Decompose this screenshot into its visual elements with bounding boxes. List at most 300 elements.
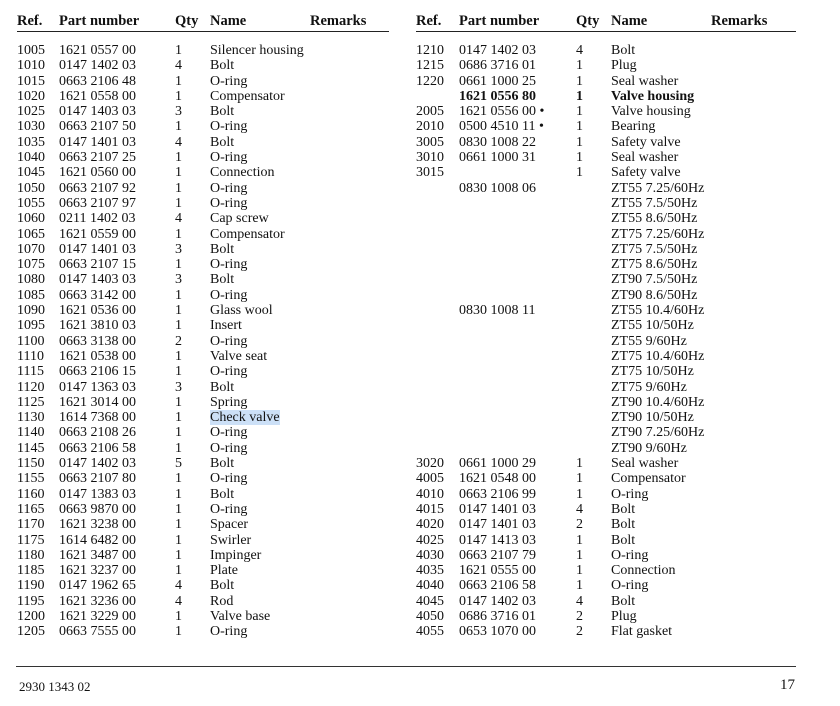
ref-cell: 1095: [17, 318, 45, 334]
ref-cell: 4035: [416, 563, 444, 579]
remarks-cell: [310, 364, 389, 379]
remarks-cell: [310, 272, 389, 287]
part-number-cell: 0663 2106 58: [59, 440, 136, 456]
qty-header: Qty: [175, 11, 210, 32]
ref-cell: [416, 227, 459, 242]
remarks-cell: [310, 487, 389, 502]
qty-cell: 1: [175, 624, 182, 640]
part-number-cell: 0147 1401 03: [59, 134, 136, 150]
part-number-cell: 0686 3716 01: [459, 58, 536, 74]
part-number-cell: [459, 272, 576, 287]
qty-cell: 4: [175, 134, 182, 150]
qty-cell: 1: [175, 150, 182, 166]
remarks-cell: [310, 609, 389, 624]
parts-column-left: [17, 11, 389, 640]
remarks-cell: [310, 563, 389, 578]
name-cell: Cap screw: [210, 211, 269, 227]
parts-table-left: [17, 11, 389, 640]
part-number-cell: [459, 288, 576, 303]
ref-cell: 1020: [17, 88, 45, 104]
ref-cell: 1170: [17, 517, 45, 533]
ref-cell: 1155: [17, 471, 45, 487]
ref-cell: 1050: [17, 180, 45, 196]
table-row: [17, 456, 389, 471]
qty-cell: 1: [175, 471, 182, 487]
name-cell: Bolt: [210, 241, 235, 257]
qty-cell: 4: [175, 58, 182, 74]
qty-cell: 1: [175, 532, 182, 548]
part-number-cell: 1621 0555 00: [459, 563, 536, 579]
ref-cell: 1210: [416, 43, 444, 58]
ref-header: Ref.: [416, 11, 459, 32]
name-cell: Safety valve: [611, 134, 681, 150]
qty-cell: 1: [576, 547, 583, 563]
part-number-cell: 0500 4510 11 •: [459, 119, 544, 135]
name-cell: Plug: [611, 608, 637, 624]
qty-cell: [576, 288, 611, 303]
ref-cell: 1205: [17, 624, 45, 640]
part-number-cell: [459, 196, 576, 211]
part-number-cell: 0830 1008 11: [459, 303, 536, 319]
name-cell: O-ring: [210, 180, 248, 196]
remarks-cell: [310, 196, 389, 211]
ref-cell: 1160: [17, 486, 45, 502]
name-cell: Bolt: [210, 486, 235, 502]
table-row: [17, 272, 389, 287]
part-number-cell: 1614 7368 00: [59, 410, 136, 426]
name-cell: [210, 410, 310, 425]
table-row: [416, 548, 796, 563]
qty-cell: 3: [175, 241, 182, 257]
selected-text[interactable]: Check valve: [210, 410, 280, 426]
table-row: [17, 318, 389, 333]
table-row: [17, 211, 389, 226]
table-row: [416, 349, 796, 364]
table-row: [17, 533, 389, 548]
name-cell: Spring: [210, 394, 248, 410]
part-number-cell: 0147 1401 03: [59, 241, 136, 257]
remarks-cell: [711, 563, 796, 578]
ref-cell: 4040: [416, 578, 444, 594]
table-row: [17, 624, 389, 639]
table-row: [416, 364, 796, 379]
qty-cell: 1: [175, 410, 182, 426]
qty-cell: [576, 364, 611, 379]
ref-cell: 1005: [17, 43, 45, 58]
remarks-cell: [310, 74, 389, 89]
parts-table-body-left: [17, 32, 389, 640]
part-number-cell: 1621 0536 00: [59, 303, 136, 319]
remarks-cell: [711, 58, 796, 73]
table-row: [416, 43, 796, 58]
name-cell: O-ring: [210, 257, 248, 273]
remarks-cell: [711, 395, 796, 410]
qty-cell: 4: [175, 578, 182, 594]
name-cell: ZT90 10.4/60Hz: [611, 394, 705, 410]
part-number-cell: 0147 1363 03: [59, 379, 136, 395]
ref-cell: 1080: [17, 272, 45, 288]
qty-cell: 3: [175, 272, 182, 288]
qty-cell: [576, 272, 611, 287]
name-cell: ZT55 8.6/50Hz: [611, 211, 698, 227]
table-row: [17, 609, 389, 624]
part-number-cell: 0663 2107 80: [59, 471, 136, 487]
part-number-cell: 1621 3237 00: [59, 563, 136, 579]
qty-cell: 3: [175, 104, 182, 120]
name-cell: Flat gasket: [611, 624, 673, 640]
remarks-cell: [310, 318, 389, 333]
remarks-header: Remarks: [711, 11, 796, 32]
qty-cell: [576, 257, 611, 272]
qty-cell: 1: [175, 257, 182, 273]
ref-cell: 3010: [416, 150, 444, 166]
name-cell: ZT75 7.5/50Hz: [611, 241, 698, 257]
ref-cell: 1130: [17, 410, 45, 426]
qty-cell: [576, 380, 611, 395]
table-row: [416, 318, 796, 333]
table-row: [17, 517, 389, 532]
table-row: [17, 227, 389, 242]
ref-cell: 1090: [17, 303, 45, 319]
remarks-cell: [310, 578, 389, 593]
part-number-cell: 0663 2107 15: [59, 257, 136, 273]
ref-cell: 4015: [416, 501, 444, 517]
name-cell: Connection: [210, 165, 275, 181]
table-row: [416, 471, 796, 486]
table-row: [416, 425, 796, 440]
name-cell: Bolt: [210, 58, 235, 74]
ref-cell: [416, 410, 459, 425]
remarks-cell: [310, 242, 389, 257]
table-row: [17, 364, 389, 379]
qty-cell: [576, 303, 611, 318]
part-number-cell: 0147 1403 03: [59, 104, 136, 120]
table-row: [416, 578, 796, 593]
table-row: [416, 58, 796, 73]
name-cell: Glass wool: [210, 303, 273, 319]
part-number-cell: 0211 1402 03: [59, 211, 136, 227]
name-cell: Bolt: [210, 134, 235, 150]
part-number-cell: [459, 211, 576, 226]
remarks-cell: [711, 227, 796, 242]
part-number-header: Part number: [459, 11, 576, 32]
part-number-cell: 0663 7555 00: [59, 624, 136, 640]
remarks-cell: [711, 43, 796, 58]
remarks-cell: [310, 303, 389, 318]
name-cell: Silencer housing: [210, 43, 304, 58]
part-number-cell: 0830 1008 22: [459, 134, 536, 150]
table-row: [416, 410, 796, 425]
table-row: [416, 303, 796, 318]
remarks-cell: [310, 395, 389, 410]
qty-cell: [576, 181, 611, 196]
remarks-cell: [711, 242, 796, 257]
ref-cell: [416, 318, 459, 333]
name-cell: O-ring: [210, 195, 248, 211]
qty-cell: 1: [175, 226, 182, 242]
qty-cell: 1: [175, 364, 182, 380]
part-number-cell: [459, 257, 576, 272]
qty-cell: 1: [576, 119, 583, 135]
part-number-cell: 1621 0538 00: [59, 348, 136, 364]
qty-cell: 1: [175, 563, 182, 579]
remarks-cell: [711, 594, 796, 609]
qty-cell: 1: [576, 532, 583, 548]
ref-cell: 4045: [416, 593, 444, 609]
part-number-cell: 0663 2106 48: [59, 73, 136, 89]
part-number-cell: [459, 227, 576, 242]
table-row: [416, 502, 796, 517]
ref-cell: [416, 425, 459, 440]
name-cell: Seal washer: [611, 73, 679, 89]
part-number-cell: 0663 2106 58: [459, 578, 536, 594]
part-number-cell: 0147 1402 03: [459, 593, 536, 609]
ref-cell: 1015: [17, 73, 45, 89]
table-row: [416, 104, 796, 119]
name-cell: Bolt: [210, 578, 235, 594]
page-number: 17: [780, 677, 795, 693]
ref-cell: 2010: [416, 119, 444, 135]
remarks-cell: [711, 272, 796, 287]
part-number-cell: 0663 2106 15: [59, 364, 136, 380]
table-row: [416, 609, 796, 624]
remarks-cell: [310, 471, 389, 486]
ref-cell: 1040: [17, 150, 45, 166]
qty-cell: 1: [576, 165, 583, 181]
qty-cell: 1: [175, 180, 182, 196]
part-number-cell: 1621 3238 00: [59, 517, 136, 533]
remarks-cell: [711, 74, 796, 89]
qty-cell: 1: [175, 547, 182, 563]
qty-cell: 1: [576, 58, 583, 74]
remarks-cell: [310, 58, 389, 73]
remarks-cell: [711, 364, 796, 379]
ref-cell: 1110: [17, 348, 44, 364]
table-row: [416, 196, 796, 211]
part-number-cell: 1621 0560 00: [59, 165, 136, 181]
part-number-cell: [459, 410, 576, 425]
qty-cell: 1: [576, 134, 583, 150]
ref-cell: 1025: [17, 104, 45, 120]
qty-cell: [576, 349, 611, 364]
ref-cell: 4005: [416, 471, 444, 487]
ref-cell: 1175: [17, 532, 45, 548]
qty-cell: 1: [175, 517, 182, 533]
name-cell: Seal washer: [611, 150, 679, 166]
table-row: [416, 288, 796, 303]
qty-cell: 5: [175, 456, 182, 472]
remarks-cell: [310, 441, 389, 456]
table-row: [416, 272, 796, 287]
table-row: [17, 104, 389, 119]
qty-cell: 1: [175, 73, 182, 89]
table-row: [17, 502, 389, 517]
name-cell: ZT75 10.4/60Hz: [611, 348, 705, 364]
name-cell: O-ring: [611, 486, 649, 502]
part-number-cell: [459, 165, 576, 180]
part-number-cell: 0661 1000 25: [459, 73, 536, 89]
qty-cell: 4: [576, 501, 583, 517]
name-cell: Spacer: [210, 517, 249, 533]
name-cell: Valve seat: [210, 348, 268, 364]
qty-cell: 1: [576, 104, 583, 120]
name-cell: Bearing: [611, 119, 656, 135]
table-row: [416, 150, 796, 165]
table-row: [416, 242, 796, 257]
table-row: [17, 395, 389, 410]
name-cell: Seal washer: [611, 456, 679, 472]
remarks-cell: [310, 104, 389, 119]
ref-cell: 4020: [416, 517, 444, 533]
qty-cell: 4: [576, 593, 583, 609]
qty-cell: [576, 425, 611, 440]
part-number-cell: 1621 0558 00: [59, 88, 136, 104]
remarks-cell: [711, 456, 796, 471]
table-row: [17, 441, 389, 456]
part-number-cell: 1621 0548 00: [459, 471, 536, 487]
qty-cell: 1: [175, 501, 182, 517]
remarks-cell: [310, 211, 389, 226]
table-row: [416, 227, 796, 242]
name-cell: Compensator: [210, 226, 285, 242]
ref-cell: 1200: [17, 608, 45, 624]
part-number-cell: 0663 3142 00: [59, 287, 136, 303]
name-cell: Plate: [210, 563, 238, 579]
table-row: [17, 425, 389, 440]
qty-cell: 1: [175, 608, 182, 624]
name-cell: Compensator: [210, 88, 285, 104]
ref-cell: 1085: [17, 287, 45, 303]
remarks-cell: [711, 196, 796, 211]
name-cell: Compensator: [611, 471, 686, 487]
ref-cell: 1125: [17, 394, 45, 410]
remarks-cell: [310, 349, 389, 364]
remarks-cell: [711, 502, 796, 517]
remarks-cell: [711, 471, 796, 486]
remarks-cell: [711, 89, 796, 104]
part-number-cell: 0147 1402 03: [59, 58, 136, 74]
name-header: Name: [210, 11, 310, 32]
table-row: [17, 548, 389, 563]
part-number-cell: 0661 1000 31: [459, 150, 536, 166]
part-number-cell: 0830 1008 06: [459, 180, 536, 196]
qty-cell: 1: [576, 563, 583, 579]
remarks-cell: [310, 150, 389, 165]
qty-cell: 1: [175, 394, 182, 410]
table-row: [17, 380, 389, 395]
part-number-cell: 0147 1401 03: [459, 501, 536, 517]
ref-cell: 4030: [416, 547, 444, 563]
name-cell: Valve housing: [611, 104, 691, 120]
table-row: [416, 181, 796, 196]
name-cell: O-ring: [210, 333, 248, 349]
ref-cell: 1070: [17, 241, 45, 257]
table-row: [17, 165, 389, 180]
name-cell: ZT75 9/60Hz: [611, 379, 687, 395]
name-cell: O-ring: [210, 624, 248, 640]
remarks-cell: [711, 609, 796, 624]
name-cell: Connection: [611, 563, 676, 579]
ref-cell: 1010: [17, 58, 45, 74]
table-row: [416, 533, 796, 548]
name-header: Name: [611, 11, 711, 32]
part-number-cell: [459, 425, 576, 440]
remarks-cell: [711, 487, 796, 502]
qty-cell: 2: [175, 333, 182, 349]
table-row: [17, 135, 389, 150]
remarks-cell: [711, 211, 796, 226]
name-cell: ZT55 7.25/60Hz: [611, 180, 705, 196]
ref-cell: [416, 334, 459, 349]
ref-cell: [416, 349, 459, 364]
part-number-cell: 0663 3138 00: [59, 333, 136, 349]
name-cell: O-ring: [210, 150, 248, 166]
remarks-cell: [711, 548, 796, 563]
table-row: [17, 119, 389, 134]
table-row: [17, 288, 389, 303]
qty-header: Qty: [576, 11, 611, 32]
part-number-cell: 0663 2108 26: [59, 425, 136, 441]
table-row: [17, 58, 389, 73]
qty-cell: [576, 395, 611, 410]
ref-cell: 1140: [17, 425, 45, 441]
table-row: [416, 624, 796, 639]
ref-cell: 1145: [17, 440, 45, 456]
ref-header: Ref.: [17, 11, 59, 32]
part-number-cell: 0663 2107 79: [459, 547, 536, 563]
part-number-cell: 1621 3487 00: [59, 547, 136, 563]
ref-cell: [416, 89, 459, 104]
qty-cell: 1: [576, 486, 583, 502]
qty-cell: 1: [175, 119, 182, 135]
qty-cell: 1: [175, 195, 182, 211]
remarks-cell: [711, 150, 796, 165]
table-row: [416, 487, 796, 502]
ref-cell: 4010: [416, 486, 444, 502]
part-number-cell: 0663 2107 50: [59, 119, 136, 135]
qty-cell: 1: [175, 486, 182, 502]
name-cell: Bolt: [210, 456, 235, 472]
part-number-cell: [459, 395, 576, 410]
table-row: [416, 257, 796, 272]
name-cell: O-ring: [210, 364, 248, 380]
qty-cell: 1: [175, 303, 182, 319]
name-cell: Rod: [210, 593, 234, 609]
name-cell: ZT90 7.5/50Hz: [611, 272, 698, 288]
table-row: [416, 135, 796, 150]
qty-cell: [576, 227, 611, 242]
name-cell: Bolt: [611, 501, 636, 517]
remarks-cell: [310, 502, 389, 517]
remarks-cell: [711, 303, 796, 318]
table-row: [416, 211, 796, 226]
name-cell: O-ring: [210, 73, 248, 89]
part-number-cell: 1621 3014 00: [59, 394, 136, 410]
ref-cell: 3005: [416, 134, 444, 150]
remarks-cell: [310, 165, 389, 180]
table-header-row: [17, 11, 389, 32]
table-row: [416, 441, 796, 456]
ref-cell: 1220: [416, 73, 444, 89]
ref-cell: 1065: [17, 226, 45, 242]
part-number-cell: 0663 2106 99: [459, 486, 536, 502]
table-row: [416, 517, 796, 532]
name-cell: ZT55 10.4/60Hz: [611, 303, 705, 319]
table-row: [17, 487, 389, 502]
part-number-cell: 0147 1401 03: [459, 517, 536, 533]
remarks-cell: [711, 288, 796, 303]
part-number-cell: [459, 242, 576, 257]
